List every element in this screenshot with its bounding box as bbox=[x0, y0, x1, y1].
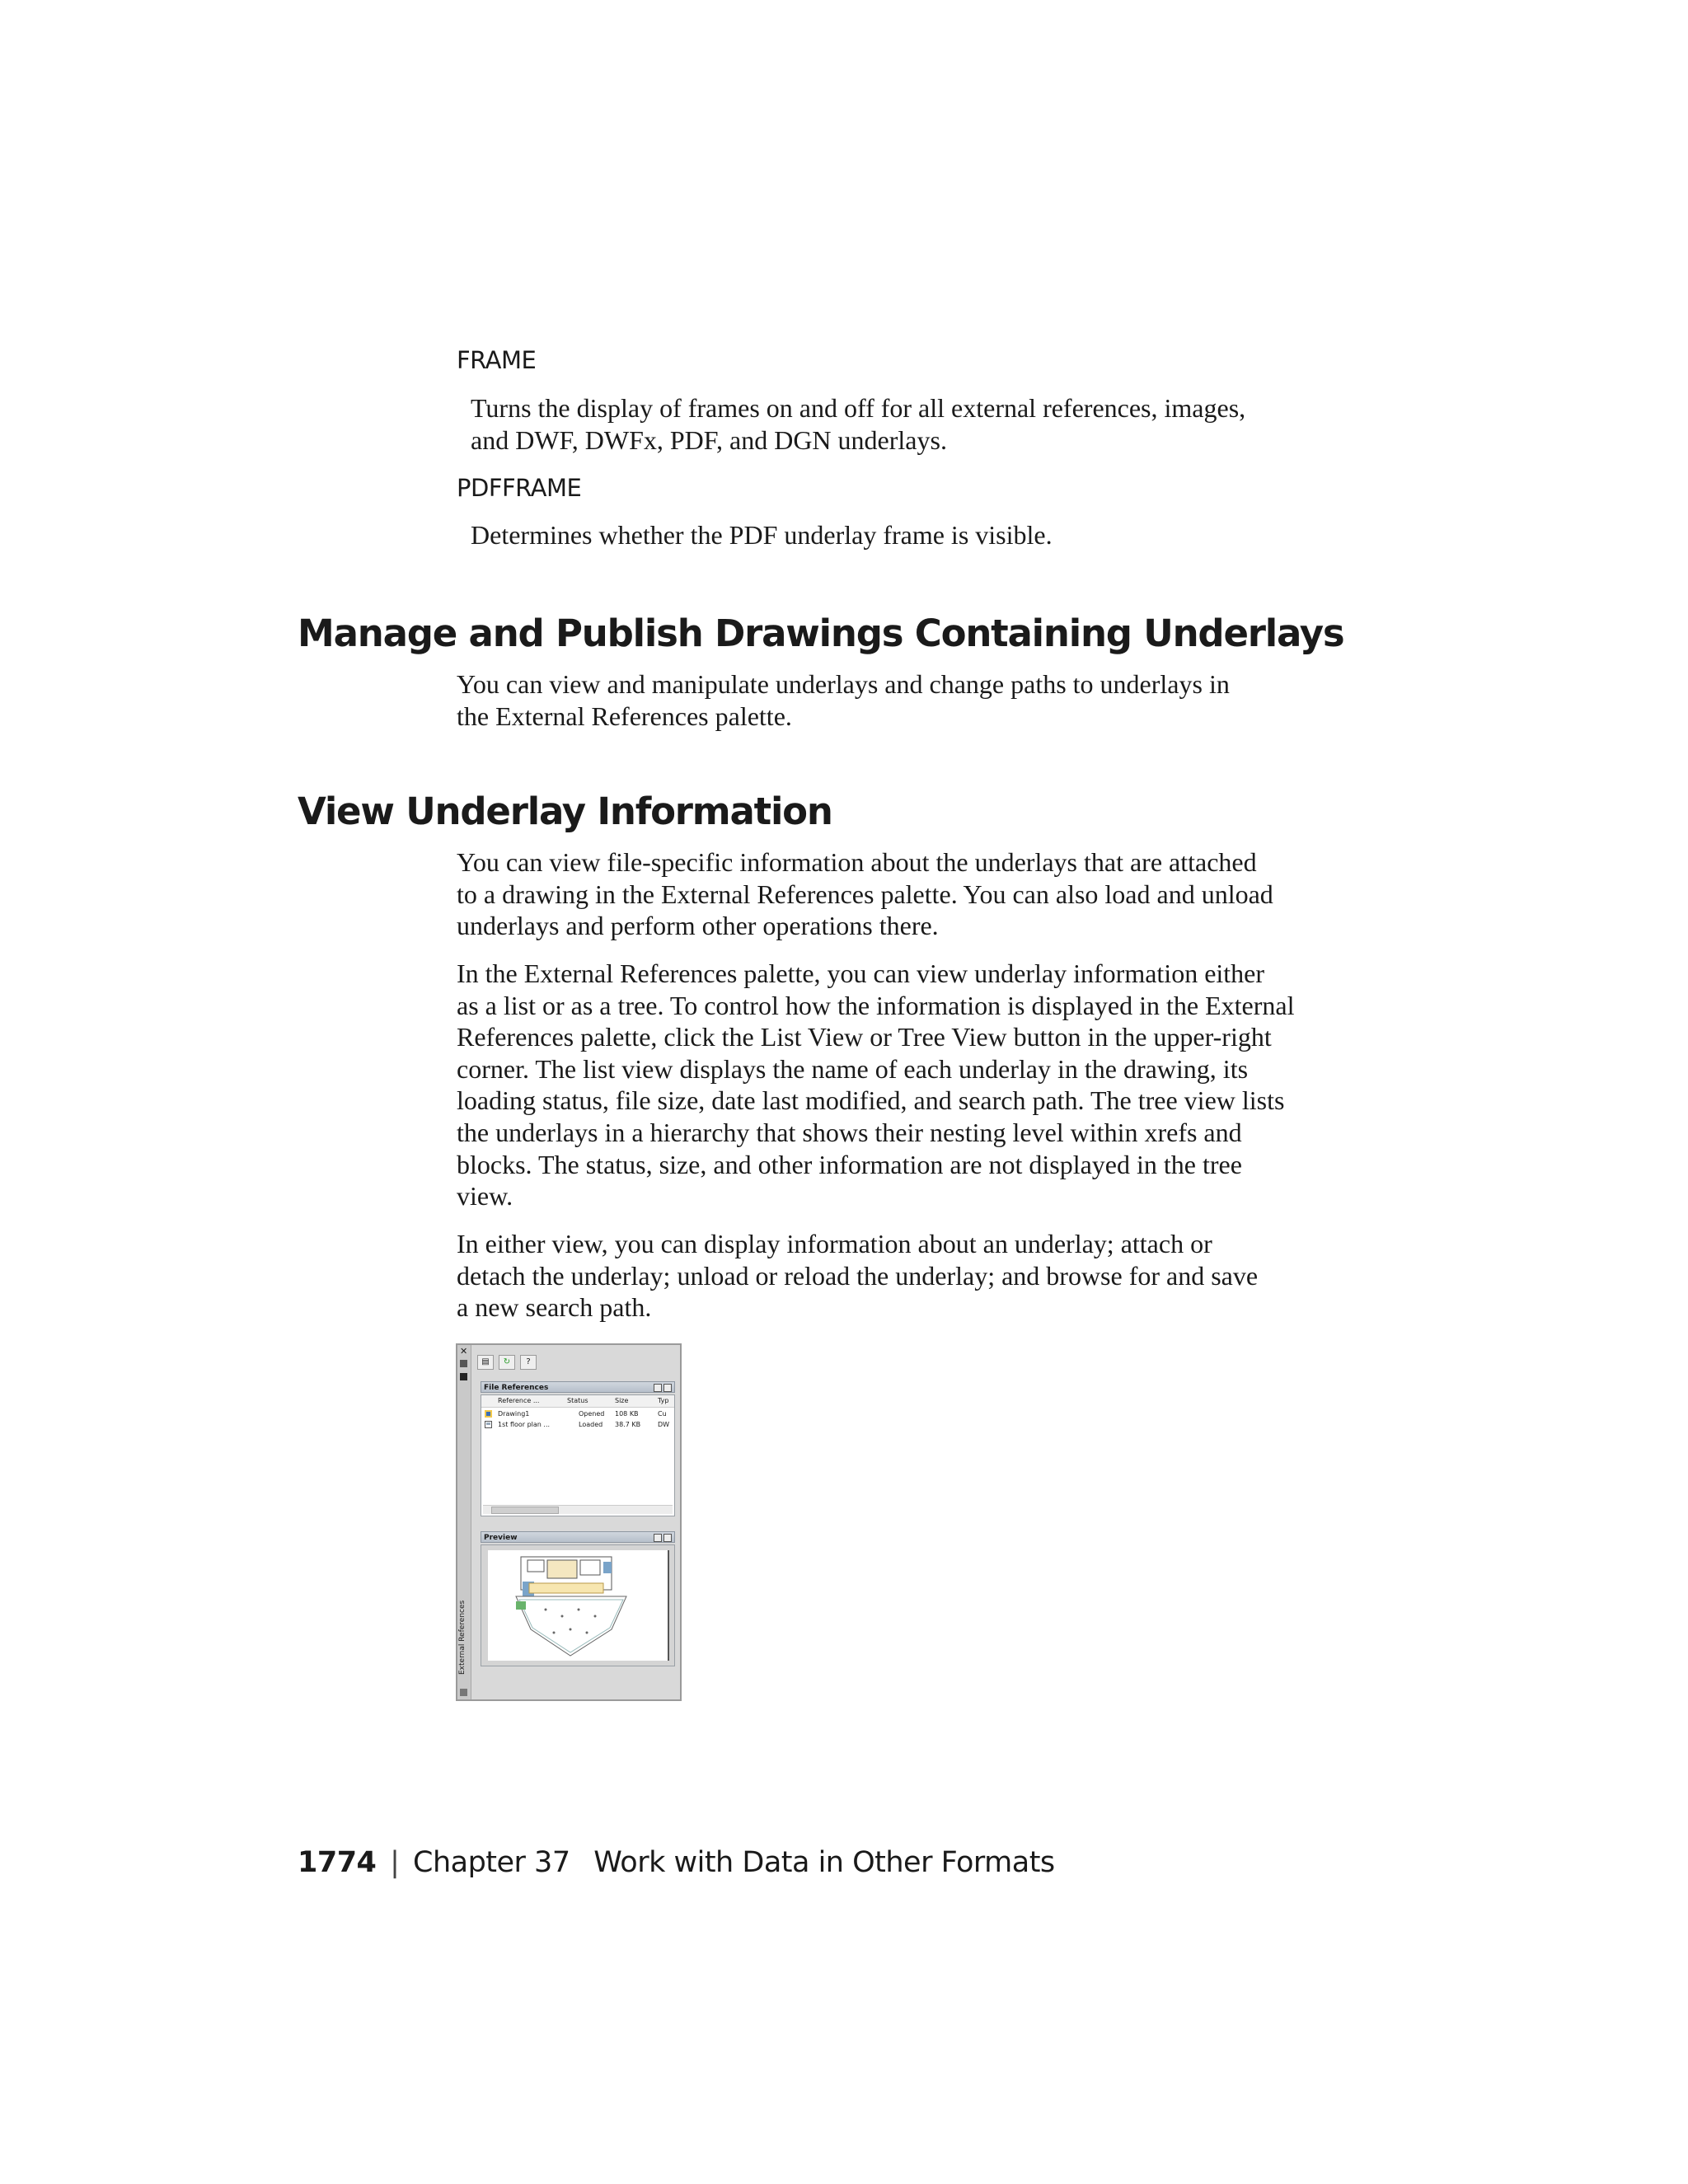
para-line: loading status, file size, date last modified, and search path. The tree view lists bbox=[457, 1085, 1285, 1116]
preview-toggle-icon[interactable] bbox=[654, 1534, 662, 1542]
table-row[interactable] bbox=[481, 1409, 674, 1419]
file-references-list bbox=[481, 1394, 675, 1516]
palette-title-strip bbox=[457, 1345, 471, 1699]
tree-view-icon[interactable] bbox=[663, 1384, 672, 1392]
external-references-palette bbox=[456, 1343, 682, 1701]
scrollbar-thumb[interactable] bbox=[491, 1507, 559, 1514]
para-line: underlays and perform other operations there. bbox=[457, 911, 939, 941]
chapter-title: Work with Data in Other Formats bbox=[593, 1846, 1055, 1879]
floor-plan-thumbnail bbox=[488, 1550, 668, 1661]
row-name: Drawing1 bbox=[498, 1410, 530, 1418]
preview-label: Preview bbox=[484, 1534, 518, 1542]
para-line: References palette, click the List View or Tree View button in the upper-right bbox=[457, 1022, 1272, 1052]
palette-toolbar bbox=[477, 1355, 537, 1370]
preview-controls bbox=[654, 1534, 672, 1542]
preview-image bbox=[488, 1550, 669, 1661]
para-line: corner. The list view displays the name of each underlay in the drawing, its bbox=[457, 1053, 1249, 1084]
page-number: 1774 bbox=[298, 1846, 377, 1879]
column-header-size[interactable]: Size bbox=[615, 1397, 629, 1404]
column-header-reference[interactable]: Reference ... bbox=[498, 1397, 540, 1404]
preview-header[interactable] bbox=[481, 1531, 675, 1543]
para-line: a new search path. bbox=[457, 1292, 652, 1323]
row-size: 108 KB bbox=[615, 1410, 639, 1418]
para-line: In the External References palette, you can view underlay information either bbox=[457, 958, 1265, 988]
footer-separator: | bbox=[390, 1846, 400, 1879]
view-toggle-buttons bbox=[654, 1384, 672, 1392]
row-type: DW bbox=[658, 1421, 670, 1428]
para-line: as a list or as a tree. To control how the information is displayed in the External bbox=[457, 990, 1295, 1020]
sysvar-name-pdfframe: PDFFRAME bbox=[457, 474, 582, 502]
palette-side-title: External References bbox=[458, 1600, 467, 1675]
collapse-icon[interactable] bbox=[663, 1534, 672, 1542]
file-references-label: File References bbox=[484, 1384, 549, 1392]
file-references-header[interactable] bbox=[481, 1381, 675, 1393]
refresh-dropdown-button[interactable]: ↻ bbox=[499, 1355, 515, 1370]
row-size: 38.7 KB bbox=[615, 1421, 641, 1428]
underlay-icon bbox=[485, 1421, 492, 1428]
row-type: Cu bbox=[658, 1410, 667, 1418]
auto-hide-icon[interactable] bbox=[460, 1360, 467, 1367]
para-line: You can view file-specific information about the underlays that are attached bbox=[457, 847, 1257, 877]
chapter-label: Chapter 37 bbox=[413, 1846, 570, 1879]
sysvar-desc-frame bbox=[471, 392, 1361, 457]
table-row[interactable] bbox=[481, 1420, 674, 1430]
para-line: view. bbox=[457, 1181, 513, 1212]
properties-icon[interactable] bbox=[460, 1373, 467, 1380]
section-heading-view-underlay-info: View Underlay Information bbox=[298, 790, 832, 833]
preview-pane bbox=[481, 1544, 675, 1666]
horizontal-scrollbar[interactable] bbox=[483, 1505, 673, 1514]
desc-line: Turns the display of frames on and off for all external references, images, bbox=[471, 393, 1246, 423]
palette-menu-icon[interactable] bbox=[460, 1689, 467, 1696]
row-status: Loaded bbox=[579, 1421, 603, 1428]
section-paragraph bbox=[457, 668, 1363, 732]
help-button[interactable]: ? bbox=[520, 1355, 537, 1370]
para-line: the underlays in a hierarchy that shows their nesting level within xrefs and bbox=[457, 1117, 1242, 1147]
para-line: to a drawing in the External References palette. You can also load and unload bbox=[457, 879, 1273, 909]
sysvar-name-frame: FRAME bbox=[457, 346, 537, 374]
list-view-icon[interactable] bbox=[654, 1384, 662, 1392]
list-header bbox=[481, 1395, 674, 1408]
paragraph-3 bbox=[457, 1228, 1363, 1324]
para-line: You can view and manipulate underlays and change paths to underlays in bbox=[457, 669, 1230, 699]
desc-line: Determines whether the PDF underlay frame is visible. bbox=[471, 520, 1053, 550]
paragraph-1 bbox=[457, 846, 1363, 942]
column-header-type[interactable]: Typ bbox=[658, 1397, 669, 1404]
row-status: Opened bbox=[579, 1410, 605, 1418]
drawing-icon bbox=[485, 1410, 492, 1418]
section-heading-manage-publish: Manage and Publish Drawings Containing Underlays bbox=[298, 612, 1344, 655]
attach-dropdown-button[interactable]: ▤ bbox=[477, 1355, 494, 1370]
paragraph-2 bbox=[457, 958, 1363, 1212]
para-line: In either view, you can display information about an underlay; attach or bbox=[457, 1229, 1212, 1258]
para-line: the External References palette. bbox=[457, 701, 792, 731]
para-line: detach the underlay; unload or reload the underlay; and browse for and save bbox=[457, 1260, 1259, 1291]
sysvar-desc-pdfframe bbox=[471, 519, 1361, 551]
row-name: 1st floor plan ... bbox=[498, 1421, 551, 1428]
desc-line: and DWF, DWFx, PDF, and DGN underlays. bbox=[471, 425, 947, 455]
page-footer bbox=[298, 1846, 1055, 1879]
para-line: blocks. The status, size, and other information are not displayed in the tree bbox=[457, 1149, 1242, 1179]
column-header-status[interactable]: Status bbox=[567, 1397, 588, 1404]
close-icon[interactable]: ✕ bbox=[460, 1346, 468, 1357]
